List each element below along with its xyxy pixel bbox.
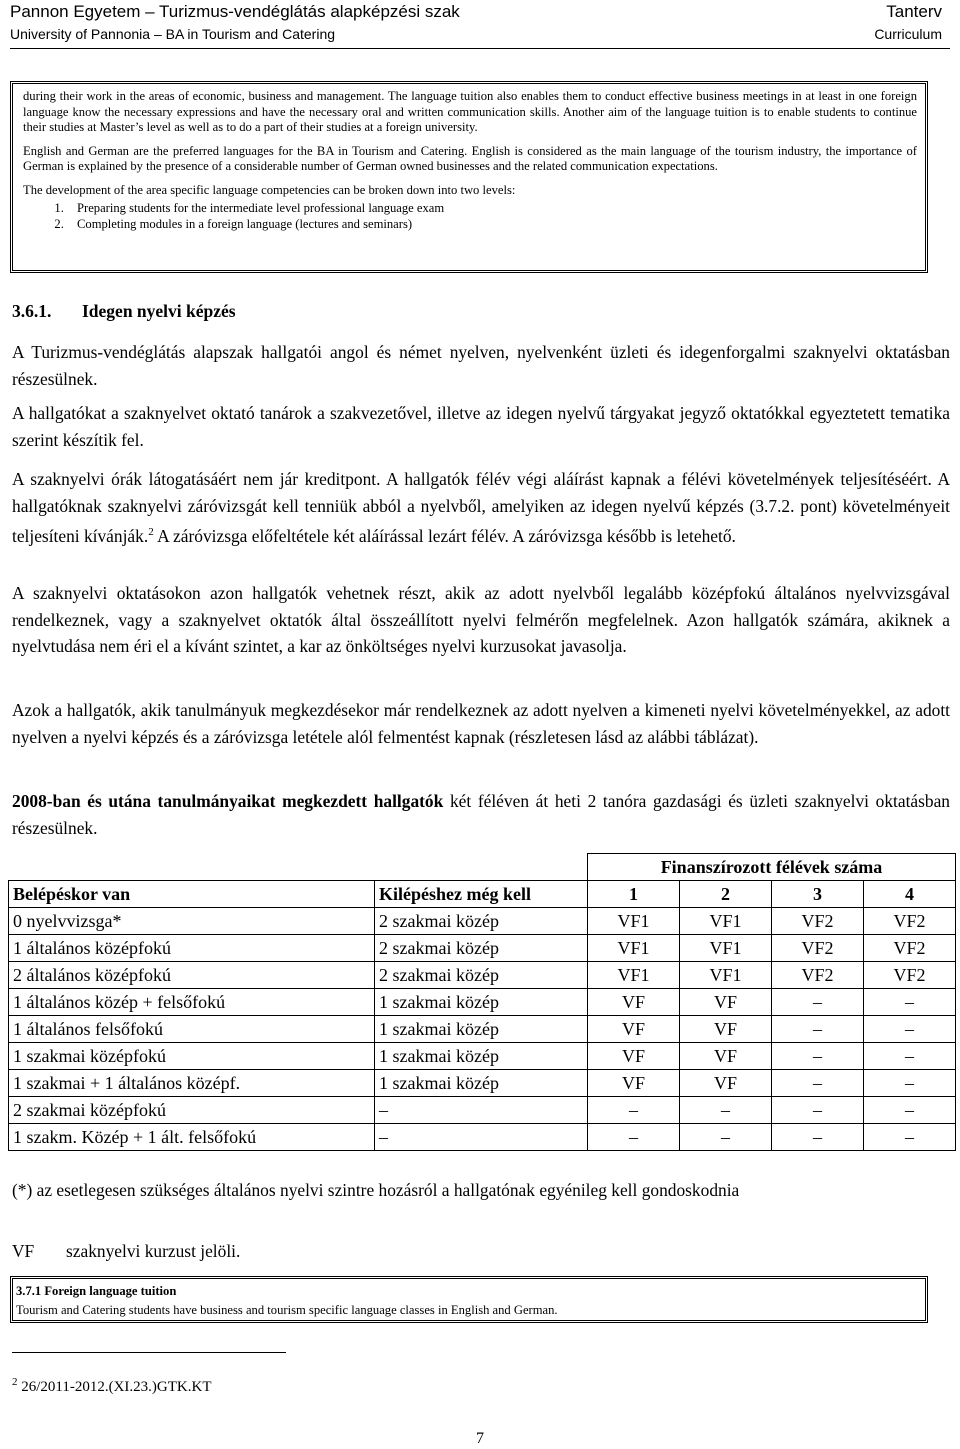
table-row <box>9 962 956 989</box>
page-header <box>0 0 960 52</box>
list-item: 1. Preparing students for the intermediate level professional language exam <box>67 201 917 217</box>
table-cell: – <box>864 1043 956 1070</box>
levels-list <box>23 201 917 232</box>
table-cell: 1 szakmai + 1 általános középf. <box>9 1070 375 1097</box>
table-cell: VF <box>588 1016 680 1043</box>
table-cell: – <box>772 1097 864 1124</box>
table-cell: – <box>864 989 956 1016</box>
table-row <box>9 1070 956 1097</box>
footnote <box>12 1376 212 1396</box>
vf-abbreviation: VF <box>12 1241 35 1261</box>
table-cell: – <box>772 989 864 1016</box>
table-row <box>9 1124 956 1151</box>
footnote-ref[interactable]: 2 <box>148 526 154 538</box>
language-exemption-table <box>8 853 956 1151</box>
vf-definition: szaknyelvi kurzust jelöli. <box>66 1241 241 1261</box>
table-cell: VF2 <box>772 935 864 962</box>
table-cell: VF1 <box>680 908 772 935</box>
table-cell: VF2 <box>772 908 864 935</box>
box-text: Tourism and Catering students have business and tourism specific language classes in English and German. <box>16 1303 558 1317</box>
table-cell: VF1 <box>680 962 772 989</box>
table-cell: – <box>588 1124 680 1151</box>
table-cell: VF <box>588 1043 680 1070</box>
header-right-hu: Tanterv <box>886 2 942 21</box>
table-cell: VF <box>680 1016 772 1043</box>
table-cell: – <box>680 1097 772 1124</box>
header-divider <box>10 48 950 49</box>
table-cell: VF <box>680 989 772 1016</box>
body-paragraph: A hallgatókat a szaknyelvet oktató tanárok a szakvezetővel, illetve az idegen nyelvű tárgyakat jegyző oktatókkal egyeztetett tematika szerint készítik fel. <box>12 403 950 450</box>
table-cell: 1 általános felsőfokú <box>9 1016 375 1043</box>
table-cell: VF1 <box>588 908 680 935</box>
table-row <box>9 935 956 962</box>
table-cell: 1 általános közép + felsőfokú <box>9 989 375 1016</box>
table-cell: 1 szakmai közép <box>375 1043 588 1070</box>
table-cell: – <box>588 1097 680 1124</box>
body-paragraph: A szaknyelvi oktatásokon azon hallgatók vehetnek részt, akik az adott nyelvből legalább középfokú általános nyelvvizsgával rendelkeznek, vagy a szaknyelvet oktatók által összeállított nyelvi felmérőn megfelelnek. Azon hallgatók számára, akiknek a nyelvtudása nem éri el a kívánt szintet, a kar az önköltséges nyelvi kurzusokat javasolja. <box>12 583 950 656</box>
footnote-mark: 2 <box>12 1376 18 1388</box>
table-row <box>9 1043 956 1070</box>
table-header-semester: 4 <box>864 881 956 908</box>
table-cell: – <box>680 1124 772 1151</box>
header-title-hu: Pannon Egyetem – Turizmus-vendéglátás alapképzési szak <box>10 2 460 21</box>
foreign-language-tuition-box <box>10 1276 928 1323</box>
footnote-text: 26/2011-2012.(XI.23.)GTK.KT <box>17 1379 212 1395</box>
body-paragraph: Azok a hallgatók, akik tanulmányuk megkezdésekor már rendelkeznek az adott nyelven a kimeneti nyelvi követelményekkel, az adott nyelven a nyelvi képzés és a záróvizsga letétele alól felmentést kapnak (részletesen lásd az alábbi táblázat). <box>12 700 950 747</box>
list-item: 2. Completing modules in a foreign language (lectures and seminars) <box>67 217 917 233</box>
table-header-semester: 3 <box>772 881 864 908</box>
table-cell: VF1 <box>588 962 680 989</box>
table-cell: – <box>772 1124 864 1151</box>
table-cell: VF1 <box>680 935 772 962</box>
table-group-header: Finanszírozott félévek száma <box>588 854 956 881</box>
box-title: 3.7.1 Foreign language tuition <box>16 1284 177 1298</box>
body-paragraph: A szaknyelvi órák látogatásáért nem jár kreditpont. A hallgatók félév végi aláírást kapnak a félévi követelmények teljesítéséért. A hallgatóknak szaknyelvi záróvizsgát kell tenniük abból a nyelvből, amelyiken az idegen nyelvű képzés (3.7.2. pont) követelményeit teljesíteni kívánják.$^2$ A záróvizsga előfeltétele két aláírással lezárt félév. A záróvizsga később is letehető. <box>12 469 950 546</box>
table-cell: VF <box>588 989 680 1016</box>
table-cell: VF2 <box>772 962 864 989</box>
table-cell: 0 nyelvvizsga* <box>9 908 375 935</box>
footnote-divider <box>12 1352 286 1353</box>
table-row <box>9 908 956 935</box>
table-cell: – <box>864 1124 956 1151</box>
table-cell: – <box>864 1097 956 1124</box>
table-cell: – <box>772 1016 864 1043</box>
table-cell: – <box>772 1043 864 1070</box>
table-cell: VF <box>588 1070 680 1097</box>
section-heading <box>12 301 236 322</box>
bold-phrase: 2008-ban és utána tanulmányaikat megkezdett hallgatók <box>12 791 444 811</box>
summary-paragraph: during their work in the areas of economic, business and management. The language tuition also enables them to conduct effective business meetings in at least in one foreign language know the necessary expressions and have the necessary oral and written communication skills. Another aim of the language tuition is to enable students to continue their studies at Master’s level as well as to do a part of their studies at a foreign university. <box>23 89 917 134</box>
table-cell: – <box>772 1070 864 1097</box>
table-cell: – <box>375 1097 588 1124</box>
table-cell: VF2 <box>864 908 956 935</box>
table-cell: – <box>864 1070 956 1097</box>
page-number: 7 <box>476 1430 484 1447</box>
table-row <box>9 1097 956 1124</box>
table-cell: VF2 <box>864 935 956 962</box>
table-cell: VF <box>680 1043 772 1070</box>
table-cell: 1 szakmai középfokú <box>9 1043 375 1070</box>
asterisk-note: (*) az esetlegesen szükséges általános nyelvi szintre hozásról a hallgatónak egyénileg kell gondoskodnia <box>12 1180 740 1200</box>
table-cell: 1 szakmai közép <box>375 989 588 1016</box>
table-cell: 2 szakmai közép <box>375 935 588 962</box>
table-cell: 2 szakmai közép <box>375 908 588 935</box>
table-cell: 2 általános középfokú <box>9 962 375 989</box>
table-row <box>9 1016 956 1043</box>
table-cell: 1 általános középfokú <box>9 935 375 962</box>
table-cell: 1 szakm. Közép + 1 ált. felsőfokú <box>9 1124 375 1151</box>
summary-paragraph: English and German are the preferred languages for the BA in Tourism and Catering. English is considered as the main language of the tourism industry, the importance of German is explained by the presence of a considerable number of German owned businesses and the related communication expectations. <box>23 143 917 173</box>
table-cell: VF1 <box>588 935 680 962</box>
table-cell: 2 szakmai középfokú <box>9 1097 375 1124</box>
table-cell: VF <box>680 1070 772 1097</box>
table-cell: – <box>375 1124 588 1151</box>
english-summary-box <box>10 81 928 273</box>
section-number: 3.6.1. <box>12 301 52 321</box>
header-right-en: Curriculum <box>874 26 942 42</box>
table-header-semester: 2 <box>680 881 772 908</box>
table-cell: 2 szakmai közép <box>375 962 588 989</box>
table-header-semester: 1 <box>588 881 680 908</box>
table-row <box>9 989 956 1016</box>
table-header-entry: Belépéskor van <box>9 881 375 908</box>
vf-legend <box>12 1238 950 1264</box>
body-paragraph: 2008-ban és utána tanulmányaikat megkezdett hallgatók két féléven át heti 2 tanóra gazdasági és üzleti szaknyelvi oktatásban részesülnek. <box>12 791 950 838</box>
table-cell: VF2 <box>864 962 956 989</box>
summary-paragraph: The development of the area specific language competencies can be broken down into two levels: <box>23 182 516 197</box>
header-title-en: University of Pannonia – BA in Tourism and Catering <box>10 26 336 42</box>
section-title: Idegen nyelvi képzés <box>82 301 236 321</box>
table-cell: 1 szakmai közép <box>375 1070 588 1097</box>
table-cell: 1 szakmai közép <box>375 1016 588 1043</box>
table-cell: – <box>864 1016 956 1043</box>
table-header-exit: Kilépéshez még kell <box>375 881 588 908</box>
body-paragraph: A Turizmus-vendéglátás alapszak hallgatói angol és német nyelven, nyelvenként üzleti és idegenforgalmi szaknyelvi oktatásban részesülnek. <box>12 342 950 389</box>
